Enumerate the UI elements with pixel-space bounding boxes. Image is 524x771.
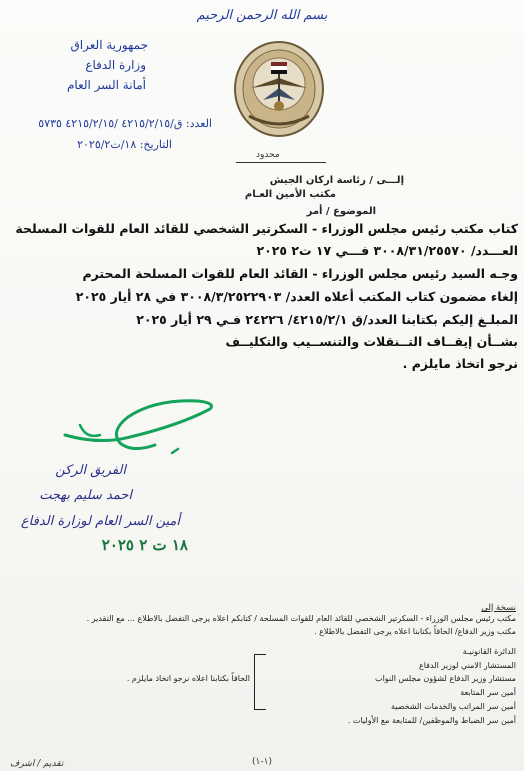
cc-item-7: أمين سر المراتب والخدمات الشخصية — [390, 702, 516, 711]
body-line-6: بشــأن إيقــاف التــنقلات والتنســيب والتكليــف — [225, 334, 518, 349]
body-line-4: إلغاء مضمون كتاب المكتب أعلاه العدد/ ٣٠٠٨/٣/٢٥٢٢٩٠٣ في ٢٨ أيار ٢٠٢٥ — [75, 289, 518, 304]
bracket-spine — [254, 654, 255, 710]
bracket-bottom — [254, 709, 266, 710]
signature-date: ١٨ ت ٢ ٢٠٢٥ — [101, 536, 188, 554]
cc-item-8: أمين سر الضباط والموظفين/ للمتابعة مع الأوليات . — [347, 716, 516, 725]
header-secretariat: أمانة السر العام — [66, 78, 146, 92]
header-country: جمهورية العراق — [70, 38, 148, 52]
body-line-1: كتاب مكتب رئيس مجلس الوزراء - السكرتير الشخصي للقائد العام للقوات المسلحة — [15, 221, 518, 236]
subject-line: الموضوع / أمر — [306, 206, 376, 217]
cc-item-6: أمين سر المتابعة — [460, 688, 516, 697]
page-number: (١-١) — [252, 757, 272, 767]
cc-item-2: مكتب وزير الدفاع/ الحاقاً بكتابنا اعلاه يرجى التفضل بالاطلاع . — [314, 627, 516, 636]
signatory-name: احمد سليم بهجت — [39, 488, 132, 503]
header-reference-number: العدد: ق/٤٢١٥/٢/١٥ /٤٢١٥/٢/١٥ ٥٧٣٥ — [38, 117, 212, 130]
body-line-5: المبلـغ إليكم بكتابنا العدد/ق ٤٢١٥/٢/١/ ٢٤٢٢٦ فـي ٢٩ أيار ٢٠٢٥ — [136, 312, 518, 327]
cc-item-4: المستشار الامني لوزير الدفاع — [418, 661, 516, 670]
basmala: بسم الله الرحمن الرحيم — [196, 8, 328, 23]
body-line-7: نرجو اتخاذ مايلزم . — [402, 356, 518, 371]
ministry-emblem-icon — [233, 40, 325, 138]
bracket-top — [254, 654, 266, 655]
signatory-rank: الفريق الركن — [55, 463, 126, 478]
signatory-title: أمين السر العام لوزارة الدفاع — [20, 514, 180, 529]
cc-item-1: مكتب رئيس مجلس الوزراء - السكرتير الشخصي للقائد العام للقوات المسلحة / كتابكم اعلاه يرجى التفضل بالاطلاع ... مع التقدير . — [86, 614, 516, 623]
header-ministry: وزارة الدفاع — [85, 58, 146, 72]
classification-underline — [236, 162, 326, 163]
cc-item-3: الدائرة القانونيـة — [462, 647, 516, 656]
handwritten-signature-icon — [60, 395, 220, 460]
body-line-3: وجـه السيد رئيس مجلس الوزراء - القائد العام للقوات المسلحة المحترم — [82, 266, 518, 281]
bracket-note: الحاقاً بكتابنا اعلاه نرجو اتخاذ مايلزم . — [126, 674, 250, 683]
handwritten-note: تقديم / اشرف — [10, 759, 64, 769]
classification-label: محدود — [256, 150, 280, 160]
copies-to-title: نسخة إلى — [481, 603, 516, 613]
header-date: التاريخ: ١٨/ت٢٠٢٥/٢ — [77, 138, 172, 151]
body-line-2: العـــدد/ ٣٠٠٨/٣١/٢٥٥٧٠ فـــي ١٧ ت٢ ٢٠٢٥ — [256, 243, 518, 258]
cc-item-5: مستشار وزير الدفاع لشؤون مجلس النواب — [375, 674, 516, 683]
addressee: إلـــى / رئاسة اركان الجيش — [269, 175, 404, 186]
addressee-office: مكتب الأمين العـام — [244, 189, 336, 200]
